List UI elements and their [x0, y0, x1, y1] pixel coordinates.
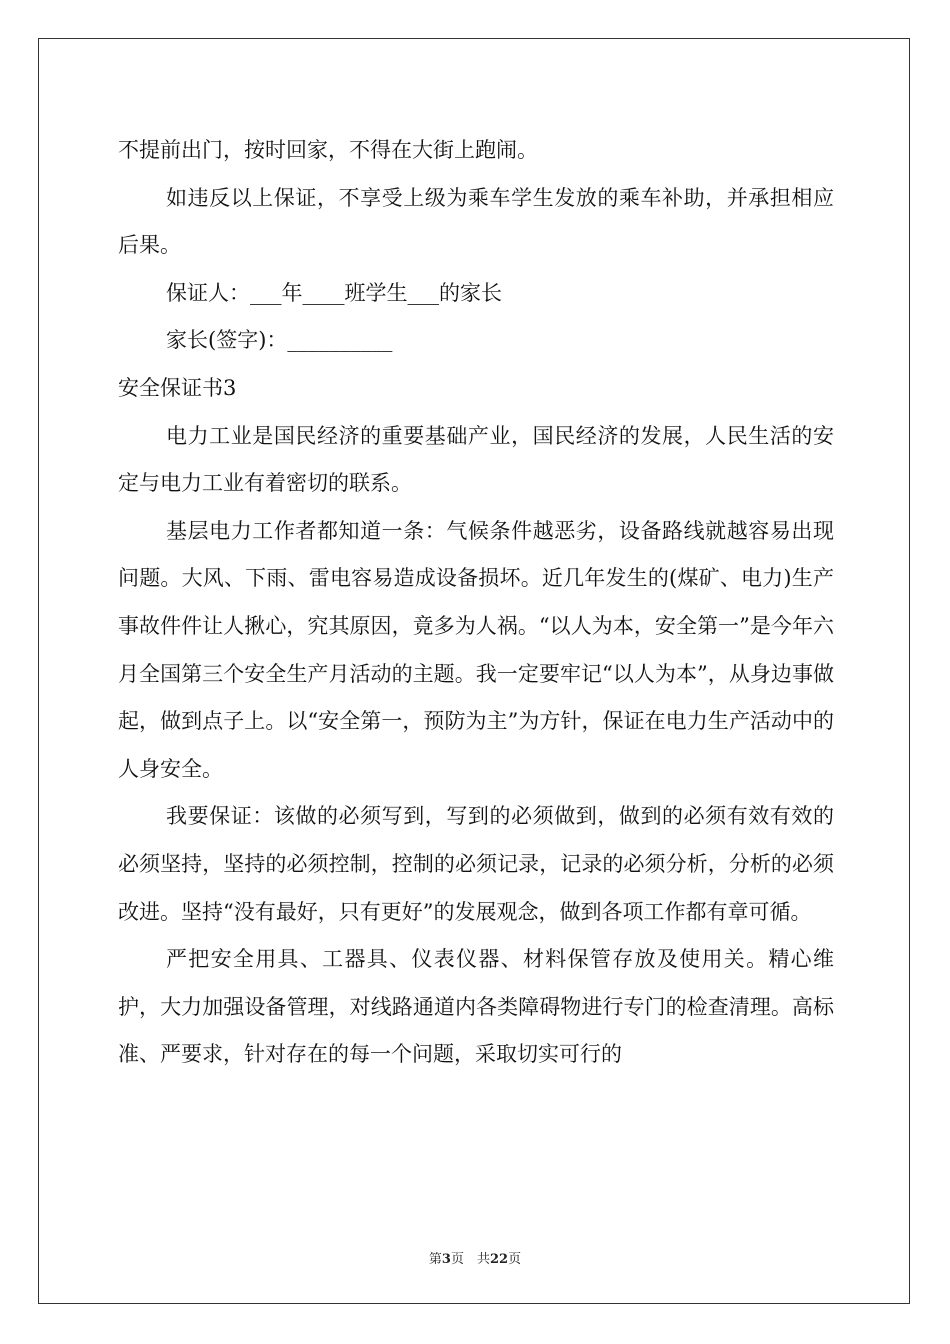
section-title: 安全保证书3	[118, 375, 237, 400]
document-body	[118, 127, 834, 1079]
page-footer	[0, 1248, 950, 1267]
paragraph-7: 基层电力工作者都知道一条：气候条件越恶劣，设备路线就越容易出现问题。大风、下雨、雷电容易造成设备损坏。近几年发生的(煤矿、电力)生产事故件件让人揪心，究其原因，竟多为人祸。“以人为本，安全第一”是今年六月全国第三个安全生产月活动的主题。我一定要牢记“以人为本”，从身边事做起，做到点子上。以“安全第一，预防为主”为方针，保证在电力生产活动中的人身安全。	[118, 518, 834, 781]
paragraph-9: 严把安全用具、工器具、仪表仪器、材料保管存放及使用关。精心维护，大力加强设备管理，对线路通道内各类障碍物进行专门的检查清理。高标准、严要求，针对存在的每一个问题，采取切实可行的	[118, 947, 834, 1067]
page-mid: 页 共	[450, 1252, 490, 1267]
page-suffix: 页	[508, 1252, 522, 1267]
paragraph-6: 电力工业是国民经济的重要基础产业，国民经济的发展，人民生活的安定与电力工业有着密切的联系。	[118, 423, 834, 496]
paragraph-2: 如违反以上保证，不享受上级为乘车学生发放的乘车补助，并承担相应后果。	[118, 185, 834, 258]
current-page-number: 3	[441, 1252, 451, 1267]
parent-signature-line: 家长(签字)：__________	[166, 328, 393, 353]
paragraph-8: 我要保证：该做的必须写到，写到的必须做到，做到的必须有效有效的必须坚持，坚持的必须控制，控制的必须记录，记录的必须分析，分析的必须改进。坚持“没有最好，只有更好”的发展观念，做到各项工作都有章可循。	[118, 804, 834, 924]
total-page-number: 22	[489, 1252, 509, 1267]
guarantor-line: 保证人：___年____班学生___的家长	[166, 280, 502, 305]
paragraph-1: 不提前出门，按时回家，不得在大街上跑闹。	[118, 138, 538, 162]
page-prefix: 第	[428, 1252, 442, 1267]
